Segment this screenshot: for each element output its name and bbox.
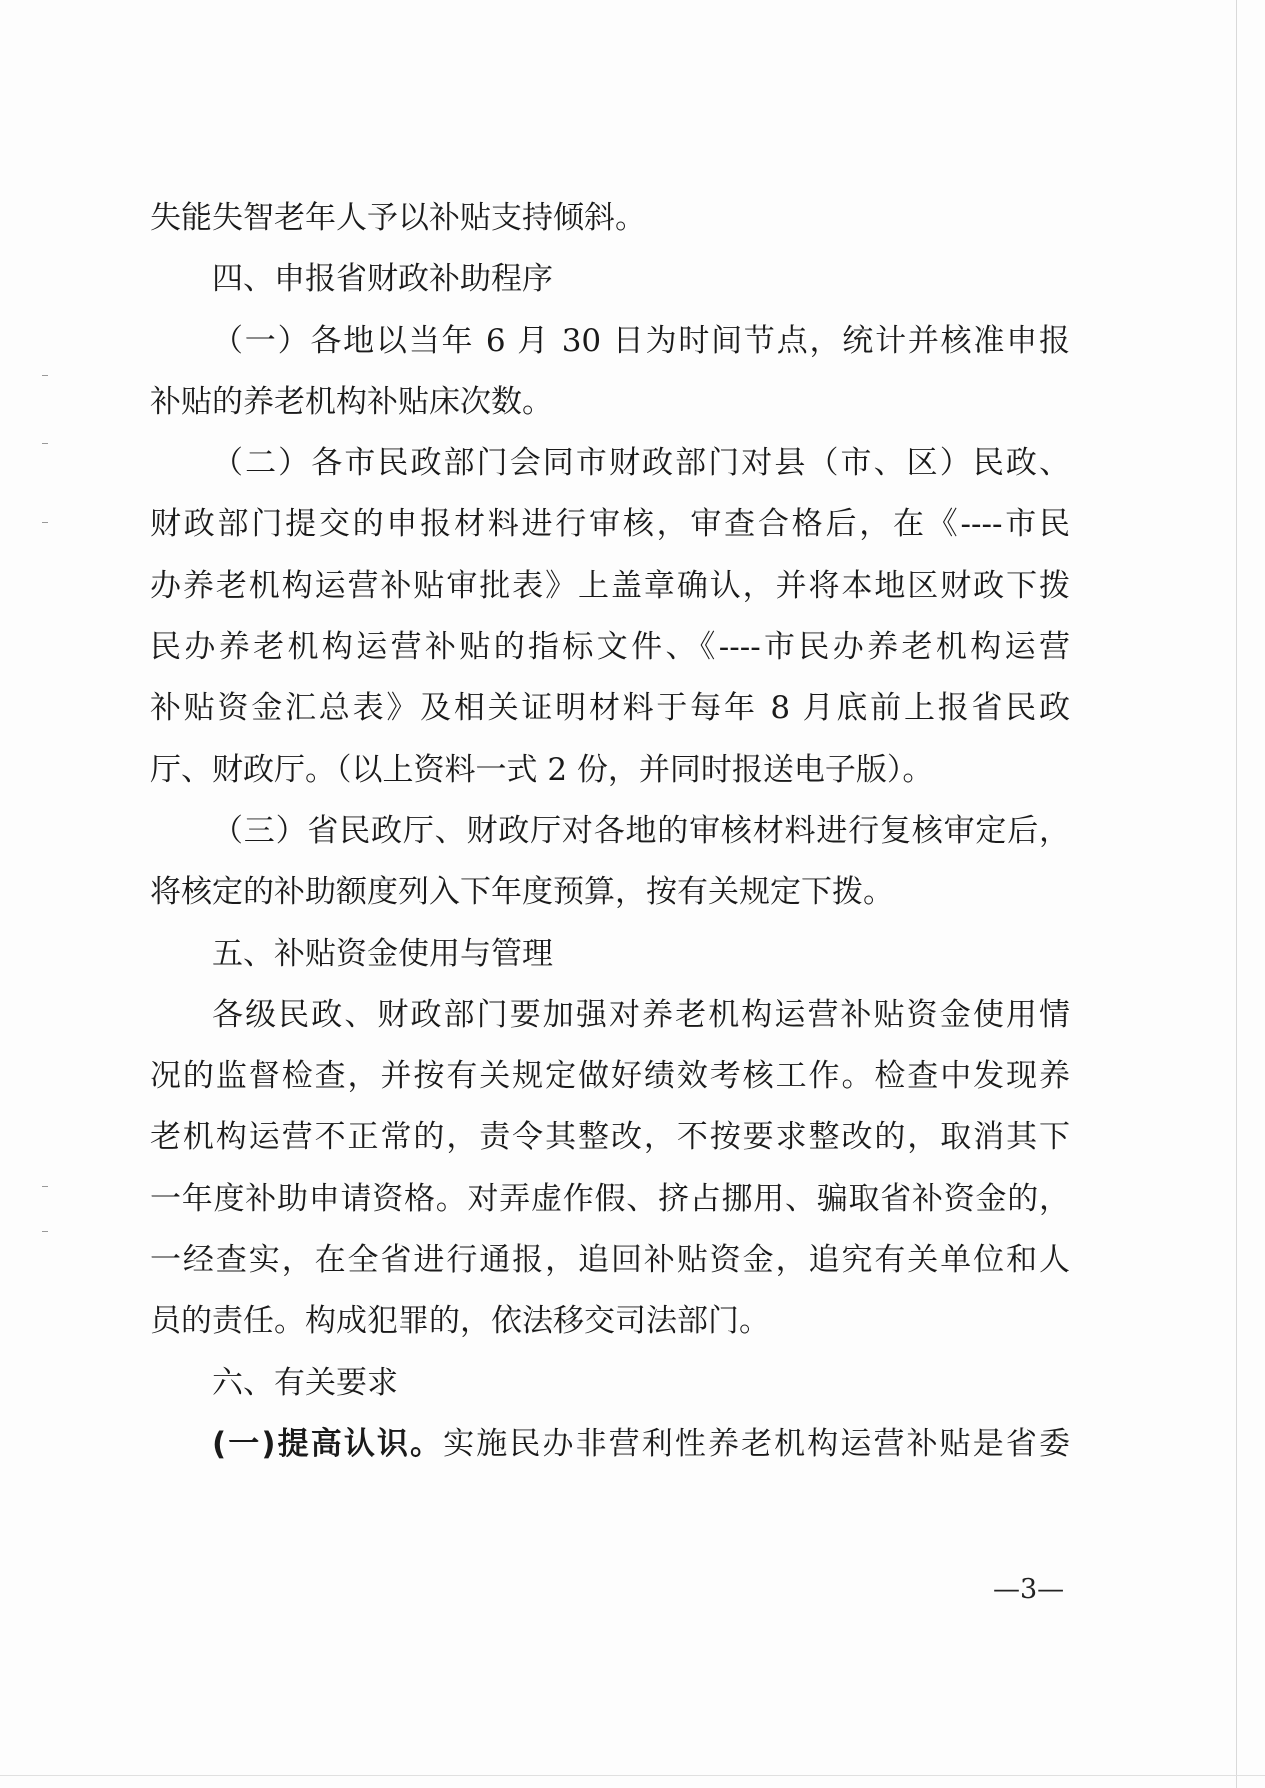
paragraph-line: 员的责任。构成犯罪的，依法移交司法部门。 — [150, 1303, 770, 1340]
section-heading: 六、有关要求 — [212, 1364, 398, 1401]
margin-mark — [42, 522, 48, 523]
paragraph-line: （一）各地以当年 6 月 30 日为时间节点，统计并核准申报 — [212, 322, 1070, 359]
paragraph-line: 办养老机构运营补贴审批表》上盖章确认，并将本地区财政下拨 — [150, 567, 1070, 604]
scan-edge-bottom — [0, 1775, 1265, 1776]
paragraph-line: 一经查实，在全省进行通报，追回补贴资金，追究有关单位和人 — [150, 1242, 1070, 1279]
paragraph-line: 一年度补助申请资格。对弄虚作假、挤占挪用、骗取省补资金的， — [150, 1180, 1070, 1217]
paragraph-line: （三）省民政厅、财政厅对各地的审核材料进行复核审定后， — [212, 812, 1070, 849]
paragraph-line: 财政部门提交的申报材料进行审核，审查合格后，在《----市民 — [150, 506, 1070, 543]
margin-mark — [42, 1231, 48, 1232]
paragraph-line: 老机构运营不正常的，责令其整改，不按要求整改的，取消其下 — [150, 1119, 1070, 1156]
paragraph-text: 实施民办非营利性养老机构运营补贴是省委 — [443, 1425, 1070, 1462]
paragraph-line: 民办养老机构运营补贴的指标文件、《----市民办养老机构运营 — [150, 629, 1070, 666]
page-number: —3— — [993, 1574, 1065, 1605]
margin-mark — [42, 443, 48, 444]
paragraph-line: 各级民政、财政部门要加强对养老机构运营补贴资金使用情 — [212, 996, 1070, 1033]
scan-edge-right — [1236, 0, 1237, 1788]
bold-lead-text: (一)提高认识。 — [212, 1425, 444, 1462]
document-body — [150, 188, 1070, 1475]
paragraph-line — [150, 1414, 1070, 1475]
margin-mark — [42, 375, 48, 376]
paragraph-line: 补贴的养老机构补贴床次数。 — [150, 383, 553, 420]
paragraph-line: （二）各市民政部门会同市财政部门对县（市、区）民政、 — [212, 445, 1070, 482]
section-heading: 四、申报省财政补助程序 — [212, 261, 553, 298]
paragraph-line: 况的监督检查，并按有关规定做好绩效考核工作。检查中发现养 — [150, 1058, 1070, 1095]
section-heading: 五、补贴资金使用与管理 — [212, 935, 553, 972]
paragraph-line: 补贴资金汇总表》及相关证明材料于每年 8 月底前上报省民政 — [150, 690, 1070, 727]
margin-mark — [42, 1186, 48, 1187]
paragraph-line: 厅、财政厅。（以上资料一式 2 份，并同时报送电子版）。 — [150, 751, 934, 788]
paragraph-line: 失能失智老年人予以补贴支持倾斜。 — [150, 200, 646, 236]
paragraph-line: 将核定的补助额度列入下年度预算，按有关规定下拨。 — [150, 874, 894, 911]
